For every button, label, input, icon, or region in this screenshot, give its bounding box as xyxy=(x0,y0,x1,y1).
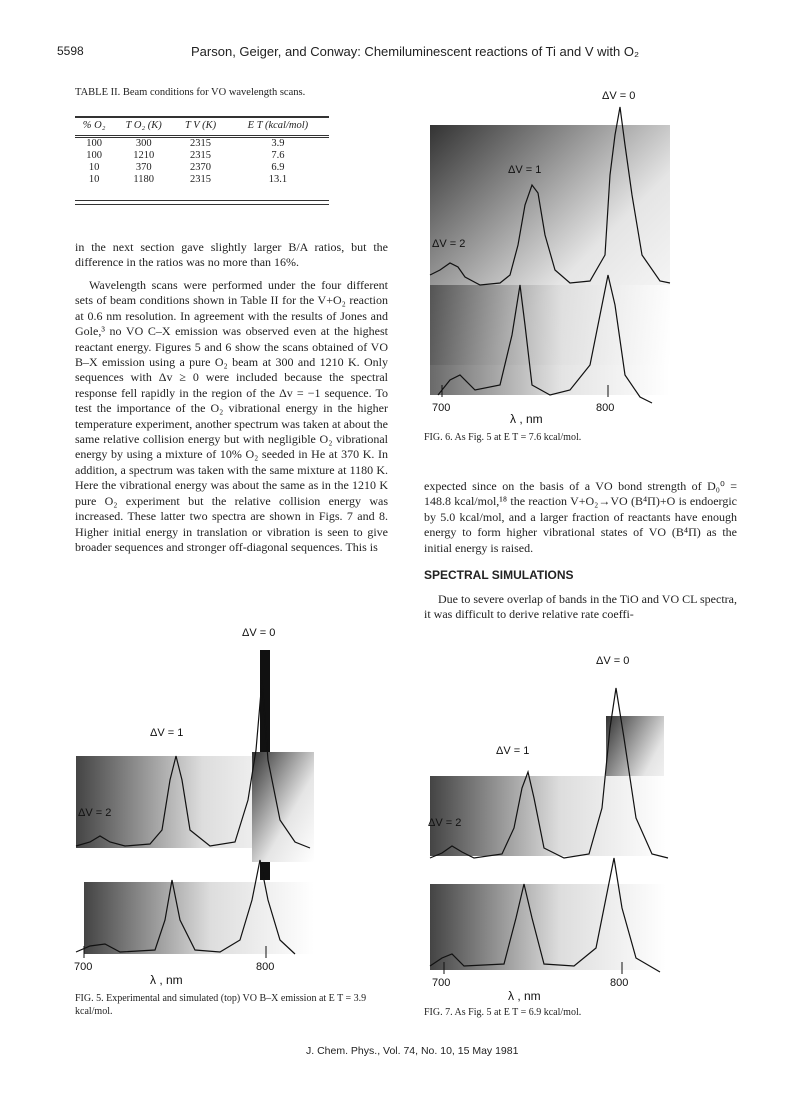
dv2-label: ΔV = 2 xyxy=(428,817,462,829)
table-cell: 300 xyxy=(135,138,152,149)
journal-footer: J. Chem. Phys., Vol. 74, No. 10, 15 May 1981 xyxy=(306,1045,519,1057)
x-tick-700: 700 xyxy=(432,402,451,414)
x-tick-800: 800 xyxy=(596,402,615,414)
table-cell: 2315 xyxy=(190,174,212,185)
table-cell: 3.9 xyxy=(271,138,285,149)
x-tick-700: 700 xyxy=(74,961,93,973)
page-number: 5598 xyxy=(57,44,84,58)
table-cell: 13.1 xyxy=(268,174,288,185)
table-header-row xyxy=(75,117,329,137)
table-header: % O₂ xyxy=(75,117,113,137)
dv2-label: ΔV = 2 xyxy=(432,238,466,250)
x-axis-label: λ , nm xyxy=(508,989,541,1003)
table-cell: 6.9 xyxy=(271,162,285,173)
paragraph: Wavelength scans were performed under the four different sets of beam conditions shown in Table II for the V+O₂ reaction at 0.6 nm resolution. In agreement with the results of Jones and Gole,³ no VO C–X emission was observed even at the highest reactant energy. Figures 5 and 6 show the scans obtained of VO B–X emission using a pure O₂ beam at 300 and 1210 K. Only sequences with Δv ≥ 0 were included because the spectral response fell rapidly in the region of the Δv = −1 sequence. To test the importance of the O₂ vibrational energy in the higher temperature experiment, another spectrum was taken at about the same relative collision energy but with negligible O₂ vibrational energy by using a mixture of 10% O₂ seeded in He at 370 K. In addition, a spectrum was taken with the same mixture at 1180 K. Here the vibrational energy was about the same as in the 1210 K pure O₂ experiment but the relative collision energy was increased. These latter two spectra are shown in Figs. 7 and 8. Higher initial energy in translation or vibration is seen to give broader sequences and stronger off-diagonal sequences. This is xyxy=(75,278,388,554)
dv1-label: ΔV = 1 xyxy=(508,164,542,176)
table-row xyxy=(75,162,329,174)
table-header: T O₂ (K) xyxy=(113,117,174,137)
table-caption: TABLE II. Beam conditions for VO wavelength scans. xyxy=(75,87,306,98)
x-tick-800: 800 xyxy=(610,977,629,989)
dv2-label: ΔV = 2 xyxy=(78,807,112,819)
x-tick-700: 700 xyxy=(432,977,451,989)
figure-7-caption: FIG. 7. As Fig. 5 at E T = 6.9 kcal/mol. xyxy=(424,1007,582,1018)
dv0-label: ΔV = 0 xyxy=(602,90,636,102)
table-cell: 100 xyxy=(86,138,102,149)
table-header: E T (kcal/mol) xyxy=(227,117,329,137)
running-title: Parson, Geiger, and Conway: Chemiluminescent reactions of Ti and V with O₂ xyxy=(191,44,639,59)
x-axis-label: λ , nm xyxy=(150,973,183,987)
dv0-label: ΔV = 0 xyxy=(596,655,630,667)
table-cell: 10 xyxy=(88,162,100,173)
table-cell: 7.6 xyxy=(271,150,285,161)
table-cell: 10 xyxy=(88,174,100,185)
paragraph: in the next section gave slightly larger B/A ratios, but the difference in the ratios was no more than 16%. xyxy=(75,240,388,270)
table-cell: 370 xyxy=(135,162,152,173)
table-cell: 1180 xyxy=(133,174,155,185)
x-axis-label: λ , nm xyxy=(510,412,543,425)
figure-6-caption: FIG. 6. As Fig. 5 at E T = 7.6 kcal/mol. xyxy=(424,432,582,443)
table-cell: 100 xyxy=(86,150,102,161)
table-cell: 1210 xyxy=(133,150,155,161)
table-cell: 2370 xyxy=(190,162,212,173)
table-row xyxy=(75,150,329,162)
table-header: T V (K) xyxy=(174,117,227,137)
table-cell: 2315 xyxy=(190,150,212,161)
paragraph: expected since on the basis of a VO bond strength of D₀⁰ = 148.8 kcal/mol,¹⁸ the reaction V+O₂→VO (B⁴Π)+O is endoergic by 5.0 kcal/mol, and a larger fraction of reactants have enough energy to form higher vibrational states of VO (B⁴Π) as the initial energy is raised. xyxy=(424,479,737,555)
figure-5-caption: FIG. 5. Experimental and simulated (top) VO B–X emission at E T = 3.9 kcal/mol. xyxy=(75,993,367,1017)
table-row xyxy=(75,137,329,151)
dv0-label: ΔV = 0 xyxy=(242,627,276,639)
panel-background xyxy=(84,882,314,954)
figure-5 xyxy=(70,620,350,990)
x-tick-800: 800 xyxy=(256,961,275,973)
panel-background xyxy=(430,776,666,856)
dv1-label: ΔV = 1 xyxy=(496,745,530,757)
section-heading: SPECTRAL SIMULATIONS xyxy=(424,568,574,582)
panel-background xyxy=(430,884,666,970)
paragraph: Due to severe overlap of bands in the TiO and VO CL spectra, it was difficult to derive relative rate coeffi- xyxy=(424,592,737,622)
dv1-label: ΔV = 1 xyxy=(150,727,184,739)
panel-background xyxy=(430,285,670,395)
figure-6 xyxy=(420,85,680,425)
table-cell: 2315 xyxy=(190,138,212,149)
table-row xyxy=(75,174,329,186)
beam-conditions-table xyxy=(75,116,329,186)
figure-7 xyxy=(424,648,684,1003)
table-rule xyxy=(75,200,329,205)
